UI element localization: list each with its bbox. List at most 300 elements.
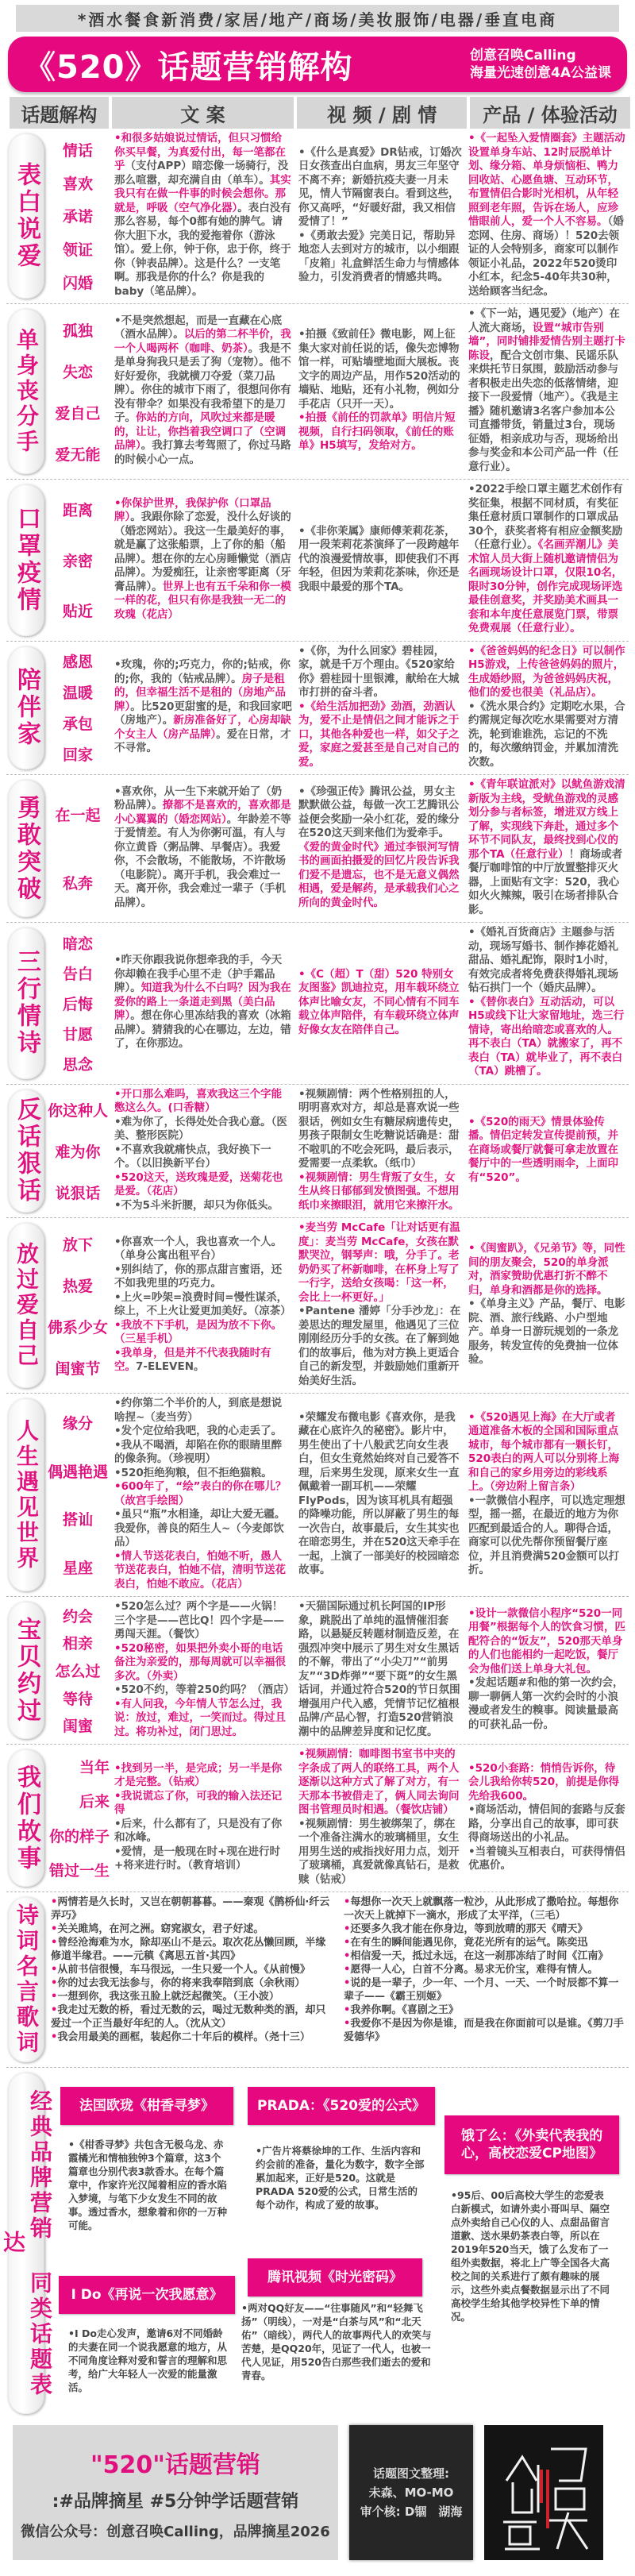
copy-cell bbox=[111, 775, 295, 922]
body-text: •喜欢你，从一生下来就开始了（奶粉品牌）。 bbox=[114, 785, 283, 812]
paragraph bbox=[468, 1845, 625, 1873]
paragraph bbox=[298, 1221, 462, 1305]
paragraph bbox=[114, 1143, 292, 1171]
banner-subtitle bbox=[470, 47, 611, 82]
topic-table bbox=[0, 129, 635, 1892]
keyword: 错过一生 bbox=[48, 1861, 110, 1880]
body-text: •虽只“瓶”水相逢，却让大爱无疆。我爱你，善良的陌生人~（今麦郎饮品） bbox=[114, 1508, 286, 1548]
highlight-text: •和很多姑娘说过情话，但只习惯给你买早餐，为真爱付出，每一笔都在乎 bbox=[114, 132, 286, 172]
paragraph bbox=[114, 954, 292, 1051]
body-text: •别纠结了，你的那点甜言蜜语，还不如我兜里的巧克力。 bbox=[114, 1263, 283, 1290]
highlight-text: •我说谎忘了你，可我的输入法还记得 bbox=[114, 1789, 283, 1816]
copy-cell bbox=[111, 642, 295, 775]
body-text: 。表白没有那么容易，每个0都有她的脾气。请你大胆下水，我的爱拖着你（游泳馆）。爱上你，钟于你，忠于你，终于你（钟表品牌）。这是什么？一支笔啊。那我是你的什么？你是我的baby（笔品牌）。 bbox=[114, 201, 291, 298]
brand-logo bbox=[484, 2425, 603, 2560]
credits-reviewers: 审个核: D锢 湖海 bbox=[360, 2505, 463, 2519]
highlight-text: •《C（超）T（甜）520 特别女友图鉴》凯迪拉克，用车载环绕立体声比喻女友，不同心情有不同车载立体声陪伴，有车载环绕立体声好像女友在陪伴自己。 bbox=[298, 967, 460, 1036]
poem-line: •愿得一人心，白首不分离。易求无价宝，难得有情人。 bbox=[344, 1964, 598, 1976]
paragraph bbox=[114, 1088, 292, 1116]
activity-cell bbox=[465, 923, 629, 1084]
highlight-text: 你站的方向，风吹过来都是暖的，让让，你挡着我空调口了（空调品牌） bbox=[114, 411, 286, 453]
poems-right-column bbox=[344, 1895, 629, 2062]
poem-line: •还要多久我才能在你身边，等到放晴的那天《晴天》 bbox=[344, 1923, 588, 1935]
keyword: 星座 bbox=[62, 1560, 93, 1578]
keyword: 约会 bbox=[62, 1607, 93, 1625]
body-text: （婚恋网、住房、商场）！520去领证的人会特别多，商家可以制作领证小礼品，2022年520烫印小红本，纪念5-40年共30种，送给顾客当纪念。 bbox=[468, 215, 624, 298]
paragraph bbox=[468, 645, 625, 700]
body-text: 。我打算去考驾照了，你过马路的时候小心一点。 bbox=[114, 439, 291, 466]
keyword-list bbox=[44, 1745, 111, 1892]
video-cell bbox=[295, 775, 465, 922]
keyword: 缘分 bbox=[62, 1414, 93, 1433]
poem-line: •两情若是久长时，又岂在朝朝暮暮。——秦观《鹊桥仙·纤云弄巧》 bbox=[51, 1896, 330, 1922]
body-text: 。年龄差不等于爱情差。有人为你粥可温，有人与你立黄昏（粥品牌、早餐店）。我爱你，不会散场，不能散场，不许散场（电影院）。离开手机，我会难过一天。离开你，我会难过一辈子（手机品牌）。 bbox=[114, 812, 291, 909]
bullet-icon: • bbox=[51, 1896, 58, 1908]
paragraph bbox=[298, 1600, 462, 1739]
paragraph bbox=[114, 1508, 292, 1550]
paragraph bbox=[468, 1242, 625, 1298]
highlight-text: •《520的雨天》情景体验传播。情侣定转发宣传提前预，并在商场或餐厅就餐可拿走放置在餐厅中的一些透明雨伞，上面印有“520”。 bbox=[468, 1115, 618, 1184]
highlight-text: •有人问我，今年情人节怎么过，我说：放过，难过，一笑而过。得过且过。将功补过，闭门思过。 bbox=[114, 1697, 286, 1738]
highlight-text: •《替你表白》互动活动，可以H5或线下让大家留地址，选三行情诗，寄出给暗恋或喜欢的人。再不表白（TA）就搬家了，再不表白（TA）就毕业了，再不表白（TA）跳槽了。 bbox=[468, 995, 625, 1078]
body-text: （支付APP）暗恋像一场骑行，没那么喧嚣，却充满自由（单车）。 bbox=[114, 160, 289, 187]
paragraph bbox=[114, 1480, 292, 1508]
case-text-oulong: •《柑香寻梦》共包含无极乌龙、赤霞橘光和情柚独钟3个篇章，这3个篇章也分别代表3款香水。在每个篇章中，作家许光汉闻着相应的香水陷入梦境，与笔下少女发生不同的故事。透过香水，想象着和你的一万种可能。 bbox=[68, 2138, 228, 2231]
activity-cell bbox=[465, 304, 629, 479]
keyword: 闺蜜 bbox=[62, 1718, 93, 1736]
paragraph bbox=[298, 328, 462, 411]
highlight-text: •《闺蜜趴》，《兄弟节》等，同性间的朋友聚会，520的单身派对，酒家赞助优惠打折不醉不归，单身和酒都是你的选择。 bbox=[468, 1242, 625, 1297]
paragraph bbox=[298, 700, 462, 770]
paragraph bbox=[298, 411, 462, 453]
paragraph bbox=[298, 1818, 462, 1888]
theme-pill: 放过爱自己 bbox=[8, 1223, 44, 1388]
bullet-icon: • bbox=[344, 2018, 351, 2030]
keyword: 思念 bbox=[62, 1055, 93, 1074]
paragraph bbox=[298, 1088, 462, 1171]
bullet-icon: • bbox=[51, 1991, 58, 2003]
topic-row bbox=[6, 1745, 629, 1892]
keyword: 爱无能 bbox=[55, 445, 101, 464]
paragraph bbox=[298, 525, 462, 595]
paragraph bbox=[114, 1236, 292, 1263]
theme-pill: 三行情诗 bbox=[8, 927, 44, 1079]
footer-credits bbox=[349, 2425, 473, 2560]
keyword: 温暖 bbox=[62, 684, 93, 703]
highlight-text: •你保护世界，我保护你（口罩品牌） bbox=[114, 496, 271, 523]
body-text: •《你，为什么回家》碧桂园，家，就是千万个理由。《520家给你》碧桂园十里银滩，献给在大城市打拼的奋斗者。 bbox=[298, 644, 460, 699]
highlight-text: •《爸爸妈妈的纪念日》可以制作H5游戏，上传爸爸妈妈的照片，生成婚纱照，为爸爸妈妈庆祝，他们的爱也很美（礼品店）。 bbox=[468, 644, 625, 699]
banner-sub-line1: 创意召唤Calling bbox=[470, 48, 576, 64]
body-text: •《下一站，遇见爱》（地产）在人流大商场， bbox=[468, 307, 620, 334]
keyword-list bbox=[44, 304, 111, 479]
paragraph bbox=[114, 497, 292, 623]
video-cell bbox=[295, 1218, 465, 1393]
credits-authors: 未森、MO-MO bbox=[368, 2485, 454, 2500]
highlight-text: 以后的第二杯半价，我一个人喝两杯（咖啡、奶茶） bbox=[114, 328, 291, 355]
body-text: 。比520更甜蜜的是，和我回家吧（房地产）。 bbox=[114, 700, 292, 727]
poem-line: •曾经沧海难为水，除却巫山不是云。取次花丛懒回顾，半缘修道半缘君。——元稹《离思五首·其四》 bbox=[51, 1937, 326, 1962]
page bbox=[0, 5, 635, 2576]
highlight-text: •520小套路：悄悄告诉你，待会儿我给你转520，前提是你得先给我600。 bbox=[468, 1761, 620, 1803]
paragraph bbox=[468, 1676, 625, 1732]
body-text: •拍摄《致前任》微电影，网上征集大家对前任说的话，像失恋博物馆一样，可贴墙壁地面大展板。丧文字的周边产品，用作520活动的墙贴、地贴，还有小礼物，例如分手花店（只开一天）。 bbox=[298, 328, 460, 411]
paragraph bbox=[114, 1263, 292, 1291]
activity-cell bbox=[465, 1085, 629, 1218]
keyword: 甘愿 bbox=[62, 1025, 93, 1043]
title-banner bbox=[8, 37, 627, 92]
paragraph bbox=[114, 1439, 292, 1467]
keyword-list bbox=[44, 923, 111, 1084]
video-cell bbox=[295, 1597, 465, 1744]
copy-cell bbox=[111, 480, 295, 641]
case-text-ido: •I Do走心发声，邀请6对不同婚龄的夫妻在同一个说我愿意的地方，从不同角度诠释对爱和誓言的理解和思考，给广大年轻人一次爱的能量激活。 bbox=[68, 2327, 228, 2393]
paragraph bbox=[114, 1600, 292, 1642]
bullet-icon: • bbox=[344, 1896, 351, 1908]
case-text-tencent: •两对QQ好友——“往事随风”和“轻舞飞扬”（明线），一对是“白茶与风”和“北天佑”（暗线），两代人的故事两代人的欢笑与苦楚，是QQ20年，见证了一代人，也被一代人见证，用520告白那些我们逝去的爱和青春。 bbox=[241, 2302, 432, 2381]
keyword: 难为你 bbox=[55, 1143, 101, 1161]
theme-pill: 诗词名言歌词 bbox=[8, 1897, 44, 2062]
paragraph bbox=[298, 146, 462, 229]
keyword: 孤独 bbox=[62, 322, 93, 340]
highlight-text: 《名画弄潮儿》美术馆人员大街上随机邀请情侣为名画现场设计口罩，仅限10名，限时30分钟，创作完成现场评选最佳创意奖，并奖励美术画具一套和本年度任意展览门票，带票免费观展（任意行业）。 bbox=[468, 538, 623, 634]
video-cell bbox=[295, 1394, 465, 1596]
topic-row bbox=[6, 129, 629, 304]
column-header-activity: 产品 / 体验活动 bbox=[470, 97, 630, 129]
paragraph bbox=[468, 483, 625, 636]
theme-pill: 勇敢突破 bbox=[8, 780, 44, 917]
keyword-list bbox=[44, 1597, 111, 1744]
case-title-tencent: 腾讯视频《时光密码》 bbox=[248, 2258, 422, 2296]
highlight-text: 世界上也有五千朵和你一模一样的花，但只有你是我独一无二的玫瑰（花店） bbox=[114, 580, 291, 621]
body-text: •商场活动，情侣间的套路与反套路，分享出自己的故事，即可获得商场送出的小礼品。 bbox=[468, 1803, 625, 1844]
paragraph bbox=[114, 1467, 292, 1481]
poem-line: •关关雎鸠，在河之洲。窈窕淑女，君子好逑。 bbox=[51, 1923, 264, 1935]
body-text: •《勇敢去爱》完美日记，帮助异地恋人去到对方的城市，以小细跟「皮箱」礼盒鲜活生命力与情感体验力，引发消费者的情感共鸣。 bbox=[298, 229, 460, 283]
poem-line: •相信爱一天，抵过永远，在这一刹那冻结了时间《江南》 bbox=[344, 1950, 609, 1962]
activity-cell bbox=[465, 480, 629, 641]
bullet-icon: • bbox=[344, 1937, 351, 1949]
body-text: •《非你茉属》康师傅茉莉花茶，用一段茉莉花茶演绎了一段跨越年代的浪漫爱情故事，即使我们不再年轻，但因为茉莉花茶味，你还是我眼中最爱的那个TA。 bbox=[298, 524, 460, 593]
bullet-icon: • bbox=[344, 1923, 351, 1935]
keyword: 感恩 bbox=[62, 654, 93, 672]
body-text: •上火=吵架=浪费时间=慢性谋杀，综上，不上火让爱更加美好。（凉茶） bbox=[114, 1290, 291, 1317]
bullet-icon: • bbox=[344, 2004, 351, 2016]
paragraph bbox=[114, 314, 292, 468]
body-text: •当着镜头互相表白，可获得情侣优惠价。 bbox=[468, 1845, 625, 1872]
credits-label: 话题图文整理: bbox=[373, 2466, 449, 2481]
topic-row bbox=[6, 1394, 629, 1597]
activity-cell bbox=[465, 1394, 629, 1596]
theme-pill: 宝贝约过 bbox=[8, 1602, 44, 1739]
highlight-text: •视频剧情：咖啡图书室书中夹的字条成了两人的联络工具，两个人逐渐以这种方式了解了对方，有一天那本书被借走了，俩人同去询问图书管理员时相遇。（餐饮店铺） bbox=[298, 1748, 460, 1816]
keyword: 失恋 bbox=[62, 363, 93, 381]
paragraph bbox=[298, 1748, 462, 1818]
poem-line: •从前书信很慢，车马很远，一生只爱一个人。《从前慢》 bbox=[51, 1964, 310, 1976]
body-text: •玫瑰，你的;巧克力，你的;钻戒，你的;你，我的（钻戒品牌）。 bbox=[114, 658, 291, 685]
body-text: •《珍强正传》腾讯公益，男女主默默做公益，每做一次工艺腾讯公益便会奖励一朵小红花，爱的缘分在520这天到来他们为爱牵手。 bbox=[298, 785, 460, 840]
keyword: 情话 bbox=[62, 142, 93, 160]
paragraph bbox=[298, 1411, 462, 1578]
footer-hashtags: :#品牌摘星 #5分钟学话题营销 bbox=[52, 2491, 299, 2512]
theme-pill: 陪伴家 bbox=[8, 646, 44, 770]
paragraph bbox=[468, 1298, 625, 1367]
highlight-text: •开口那么难吗，喜欢我这三个字能憋这么久。(口香糖） bbox=[114, 1087, 283, 1114]
video-cell bbox=[295, 923, 465, 1084]
footer-wechat: 微信公众号：创意召唤Calling，品牌摘星2026 bbox=[21, 2523, 330, 2540]
theme-pill: 人生遇见世界 bbox=[8, 1398, 44, 1591]
keyword: 在一起 bbox=[55, 806, 101, 824]
body-text: •难为你了，长得处处合我心意。（医美、整形医院） bbox=[114, 1115, 287, 1142]
body-text: 。想在你心里冻结我的喜欢（冰箱品牌）。猜猜我的心在哪边，左边，错了，在你那边。 bbox=[114, 1009, 291, 1050]
body-text: 。爱在日常，才不寻常。 bbox=[114, 727, 291, 754]
paragraph bbox=[114, 1116, 292, 1143]
activity-cell bbox=[465, 775, 629, 922]
keyword: 后来 bbox=[79, 1793, 110, 1811]
paragraph bbox=[468, 132, 625, 299]
copy-cell bbox=[111, 1394, 295, 1596]
poem-line: •我走过无数的桥，看过无数的云，喝过无数种类的酒，却只爱过一个正当最好年纪的人。（沈从文） bbox=[51, 2004, 326, 2030]
highlight-text: •520秘密，如果把外卖小哥的电话备注为亲爱的，那每周就可以幸福很多次。（外卖） bbox=[114, 1641, 286, 1683]
keyword: 相亲 bbox=[62, 1635, 93, 1653]
case-title-eleme: 饿了么：《外卖代表我的心，高校恋爱CP地图》 bbox=[444, 2115, 619, 2174]
body-text: 。我跟你除了恋爱，没什么好谈的（婚恋网站）。我这一生最美好的事，就是赢了这张船票，上了你的船（船品牌）。想在你的左心房睡懒觉（酒店品牌）。为爱痴狂，让亲密零距离（牙膏品牌）。 bbox=[114, 511, 291, 593]
topic-row bbox=[6, 480, 629, 642]
poems-content bbox=[44, 1892, 629, 2067]
keyword: 搭讪 bbox=[62, 1511, 93, 1529]
paragraph bbox=[298, 785, 462, 911]
industry-bar: *酒水餐食新消费/家居/地产/商场/美妆服饰/电器/垂直电商 bbox=[16, 5, 619, 32]
paragraph bbox=[298, 229, 462, 285]
poems-left-column bbox=[51, 1895, 336, 2062]
paragraph bbox=[298, 1305, 462, 1388]
keyword: 承包 bbox=[62, 715, 93, 734]
theme-pill: 经典品牌营销 同类话题表达 bbox=[8, 2073, 44, 2414]
brand-cases bbox=[44, 2068, 629, 2417]
bullet-icon: • bbox=[344, 1950, 351, 1962]
keyword: 后悔 bbox=[62, 995, 93, 1013]
case-text-eleme: •95后、00后高校大学生的恋爱表白新模式，如请外卖小哥叫早、隔空点外卖给自己心仪的人、点甜品留言道歉、送水果奶茶表白等，所以在2019年520当天，饿了么发布了一组外卖数据，将北上广等全国各大高校之间的关系进行了颇有趣味的展示，这些外卖点餐数据显示出了不同高校学生给其他学校异性下单的情况。 bbox=[451, 2189, 610, 2323]
bullet-icon: • bbox=[51, 2031, 58, 2043]
paragraph bbox=[114, 1642, 292, 1684]
highlight-text: 新房准备好了，心房却缺个女主人（房产品牌） bbox=[114, 714, 291, 741]
highlight-text: •拍摄《前任的罚款单》明信片短视频，自行扫码领取，《前任的账单》H5填写，发给对方。 bbox=[298, 411, 456, 453]
paragraph bbox=[468, 307, 625, 474]
copy-cell bbox=[111, 1085, 295, 1218]
keyword: 私奔 bbox=[62, 875, 93, 893]
keyword: 喜欢 bbox=[62, 175, 93, 193]
theme-pill: 单身丧分手 bbox=[8, 309, 44, 474]
topic-row bbox=[6, 923, 629, 1085]
body-text: •你喜欢一个人，我也喜欢一个人。（单身公寓出租平台） bbox=[114, 1235, 283, 1262]
paragraph bbox=[298, 1171, 462, 1213]
copy-cell bbox=[111, 1218, 295, 1393]
topic-row bbox=[6, 1597, 629, 1745]
keyword: 领证 bbox=[62, 241, 93, 260]
paragraph bbox=[114, 1171, 292, 1199]
poem-line: •我养你啊。《喜剧之王》 bbox=[344, 2004, 459, 2016]
keyword: 承诺 bbox=[62, 208, 93, 226]
bottom-spacer bbox=[0, 2560, 635, 2576]
video-cell bbox=[295, 129, 465, 303]
paragraph bbox=[468, 1762, 625, 1804]
body-text: •《什么是真爱》DR钻戒，订婚次日女孩查出白血病，男友三年坚守不离不弃；新婚抗疫夫妻一月未见，情人节隔窗表白。看到这些，你又高呼，“好暖好甜，我又相信爱情了！” bbox=[298, 145, 462, 228]
keyword: 贴近 bbox=[62, 603, 93, 621]
body-text: •《洗水果合约》定期吃水果，合约需规定每次吃水果需要对方清洗，轮到谁谁洗，忘记的不洗的，每次缴纳罚金，并累加清洗次数。 bbox=[468, 700, 625, 769]
footer-summary bbox=[13, 2425, 338, 2560]
paragraph bbox=[468, 700, 625, 770]
keyword: 你这种人 bbox=[47, 1101, 108, 1120]
keyword: 佛系少女 bbox=[47, 1318, 108, 1336]
highlight-text: 其实我只有在做一件事的时候会想你。那就是，呼吸（空气净化器） bbox=[114, 173, 291, 214]
video-cell bbox=[295, 642, 465, 775]
theme-pill: 我们故事 bbox=[8, 1749, 44, 1887]
paragraph bbox=[468, 1116, 625, 1186]
highlight-text: •设计一款微信小程序“520一同用餐”根据每个人的饮食习惯，匹配符合的“饭友”，520那天单身的人们也能相约一起吃饭，餐厅会为他们送上单身大礼包。 bbox=[468, 1606, 625, 1676]
highlight-text: •《青年联谊派对》以鱿鱼游戏清新版为主线，受鱿鱼游戏的灵感划分参与者标签，增进双方线上了解，实现线下奔赴，通过多个环节不同队友，最终找到心仪的那个TA（任意行业） bbox=[468, 778, 625, 861]
activity-cell bbox=[465, 642, 629, 775]
body-text: ！商场或者餐厅咖啡馆的中厅放置整排灭火器，上面贴有文字：520，我心如火火辣辣，吸引在场者排队合影。 bbox=[468, 847, 623, 916]
paragraph bbox=[298, 968, 462, 1038]
keyword: 说狠话 bbox=[55, 1184, 101, 1202]
paragraph bbox=[468, 1803, 625, 1845]
video-cell bbox=[295, 1745, 465, 1892]
keyword-list bbox=[44, 775, 111, 922]
paragraph bbox=[468, 1607, 625, 1677]
column-header-row bbox=[10, 97, 630, 129]
poem-line: •每想你一次天上就飘落一粒沙，从此形成了撒哈拉。每想你一次天上就掉下一滴水，形成了太平洋，（三毛） bbox=[344, 1896, 619, 1922]
case-text-prada: •广告片将蔡徐坤的工作、生活内容和约会前的准备，量化为数字，数字全部累加起来，正好是520。这就是PRADA 520爱的公式，日常生活的每个动作，构成了爱的故事。 bbox=[256, 2145, 425, 2211]
body-text: 。我是不是单身狗我只是丢了狗（宠物）。他不好好爱你，我就横刀夺爱（菜刀品牌）。你住的城市下雨了，很想问你有没有带伞？如果没有我希望下的是刀子。 bbox=[114, 341, 291, 425]
theme-pill: 口罩疫情 bbox=[8, 484, 44, 636]
keyword: 爱自己 bbox=[55, 404, 101, 422]
body-text: •《婚礼百货商店》主题参与活动，现场写婚书、制作捧花婚礼甜品、婚礼配饰，限时1小时，有效完成者将免费获得婚礼现场钻石拱门一个（婚庆品牌）。 bbox=[468, 926, 618, 994]
theme-pill: 表白说爱 bbox=[8, 133, 44, 299]
body-text: •约你第二个半价的人，到底是想说啥捏~（麦当劳） bbox=[114, 1397, 283, 1424]
keyword: 怎么过 bbox=[55, 1662, 101, 1680]
copy-cell bbox=[111, 129, 295, 303]
copy-cell bbox=[111, 304, 295, 479]
brand-cases-row bbox=[0, 2068, 629, 2419]
bullet-icon: • bbox=[51, 1923, 58, 1935]
column-header-topic: 话题解构 bbox=[10, 97, 109, 129]
video-cell bbox=[295, 480, 465, 641]
activity-cell bbox=[465, 1745, 629, 1892]
activity-cell bbox=[465, 129, 629, 303]
keyword: 放下 bbox=[62, 1236, 93, 1254]
keyword: 闺蜜节 bbox=[55, 1359, 101, 1378]
body-text: •520怎么过？两个字是——火锅！三个字是——芭比Q！四个字是——勇闯天涯。（餐饮） bbox=[114, 1600, 284, 1641]
paragraph bbox=[114, 1818, 292, 1845]
banner-sub-line2: 海量光速创意4A公益课 bbox=[470, 65, 611, 81]
bullet-icon: • bbox=[344, 1977, 351, 1989]
keyword-list bbox=[44, 1394, 111, 1596]
page-title: 《520》话题营销解构 bbox=[24, 48, 353, 86]
keyword: 闪婚 bbox=[62, 274, 93, 292]
body-text: •2022手绘口罩主题艺术创作有奖征集，根据不同材质，有奖征集任意材质口罩制作的口罩成品30个，获奖者将有相应金额奖励（任意行业）。 bbox=[468, 483, 623, 551]
body-text: •520拒绝狗粮，但不拒绝猫粮。 bbox=[114, 1466, 272, 1479]
body-text: •《单身主义》产品，餐厅、电影院、酒、旅行线路、小户型地产。单身一日游玩规划的一条龙服务，转发宣传的免费抽一位体验。 bbox=[468, 1298, 625, 1367]
bullet-icon: • bbox=[51, 1977, 58, 1989]
chuangyi-zhaohuan-logo-icon bbox=[492, 2433, 595, 2552]
paragraph bbox=[114, 1550, 292, 1592]
bullet-icon: • bbox=[344, 1964, 351, 1976]
paragraph bbox=[468, 1494, 625, 1578]
paragraph bbox=[114, 1199, 292, 1213]
topic-row bbox=[6, 642, 629, 776]
highlight-text: 设置“城市告别墙”，同时铺排爱情告别主题打卡陈设 bbox=[468, 321, 625, 362]
keyword: 回家 bbox=[62, 746, 93, 765]
body-text: ，配合文创市集、民谣乐队来烘托节日氛围，鼓励活动参与者积极走出失恋的低落情绪，迎接下一段爱情（地产）。《我是主播》随机邀请3名客户参加本公司直播带货，销量过3台，现场征婚，相亲成功与否，现场给出参与奖金和本公司产品一件（任意行业）。 bbox=[468, 349, 618, 473]
paragraph bbox=[114, 1845, 292, 1873]
highlight-text: •情人节送花表白，怕她不听，愚人节送花表白，怕她不信，清明节送花表白，怕她不敢应。（花店） bbox=[114, 1549, 286, 1591]
copy-cell bbox=[111, 1745, 295, 1892]
body-text: •不喜欢我就痛快点，我好换下一个。（以旧换新平台） bbox=[114, 1143, 271, 1170]
activity-cell bbox=[465, 1597, 629, 1744]
highlight-text: •《给生活加把劲》劲酒，劲酒认为，爱不止是情侣之间才能诉之于口，其他各种爱也一样，如父子之爱，家庭之爱甚至是自己对自己的爱。 bbox=[298, 700, 460, 769]
highlight-text: •麦当劳 McCafe「让对话更有温度」：麦当劳 McCafe，女孩在默默哭泣，钢琴声：哦，分手了。老奶奶买了杯新咖啡，在杯身上写了一行字，送给女孩喝：「这一杯，会比上一杯更好。」 bbox=[298, 1221, 460, 1304]
body-text: •视频剧情：两个性格别扭的人，明明喜欢对方，却总是喜欢说一些狠话，例如女生有糖尿病遗传史，男孩子限制女生吃糖说话确是：甜不啦叽的不吃会死吗，最后表示，爱需要一点柔软。（纸巾） bbox=[298, 1087, 460, 1170]
paragraph bbox=[468, 926, 625, 996]
bullet-icon: • bbox=[51, 2004, 58, 2016]
poem-line: •说的是一辈子，少一年、一个月、一天、一个时辰都不算一辈子——《霸王别姬》 bbox=[344, 1977, 619, 2003]
paragraph bbox=[114, 1291, 292, 1319]
paragraph bbox=[114, 1762, 292, 1790]
case-title-prada: PRADA：《520爱的公式》 bbox=[248, 2087, 435, 2125]
body-text: •一款微信小程序，可以选定理想型，摇一摇，在最近的地方为你匹配到最适合的人。聊得合适，商家可以优先帮你预留餐厅座位，并且消费满520金额可以打折。 bbox=[468, 1494, 625, 1576]
keyword: 暗恋 bbox=[62, 935, 93, 953]
poem-line: •我爱你不是因为你是谁，而是我在你面前可以是谁。《剪刀手爱德华》 bbox=[344, 2018, 624, 2043]
body-text: •520不约，等着250约吗？（酒店） bbox=[114, 1683, 294, 1696]
highlight-text: •《520遇见上海》在大厅或者通道准备木板的全国和国际重点城市，每个城市都有一颗长钉，520表白的两人可以分别将上海和自己的家乡用旁边的彩线系上。（旁边附上留言条） bbox=[468, 1410, 620, 1493]
body-text: •爱情，是一般现在时+现在进行时+将来进行时。（教育培训） bbox=[114, 1845, 280, 1872]
paragraph bbox=[114, 1683, 292, 1698]
paragraph bbox=[114, 1698, 292, 1740]
case-title-oulong: 法国欧珑《柑香寻梦》 bbox=[60, 2087, 233, 2125]
highlight-text: •我放不下手机，是因为放不下你。（三星手机） bbox=[114, 1318, 283, 1345]
paragraph bbox=[114, 132, 292, 299]
paragraph bbox=[468, 996, 625, 1079]
poems-row bbox=[6, 1892, 629, 2068]
highlight-text: 《爱的黄金时代》通过李银河写情书的画面拍摄爱的回忆片段告诉我们爱不是遗忘，也不是无意义偶然相遇，爱是解药，是承载我们心之所向的黄金时代。 bbox=[298, 840, 460, 909]
highlight-text: •找到另一半，是完成；另一半是你才是完整。（钻戒） bbox=[114, 1761, 283, 1788]
keyword: 偶遇艳遇 bbox=[47, 1463, 108, 1481]
highlight-text: •《一起坠入爱情圈套》主题活动设置单身车站、12时辰脱单计划、缘分箱、单身烦恼柜、鸭力回收站、心愿鱼塘、互动环节，布置情侣合影时光相机，从年轻照到老年照，告诉在场人，应珍惜眼前人，爱一个人不容易。 bbox=[468, 132, 625, 228]
highlight-text: 房子是租的，但幸福生活不是租的（房地产品牌） bbox=[114, 672, 286, 713]
paragraph bbox=[468, 1411, 625, 1494]
topic-row bbox=[6, 1218, 629, 1394]
poem-line: •在有生的瞬间能遇见你，竟花光所有的运气。陈奕迅 bbox=[344, 1937, 588, 1949]
bullet-icon: • bbox=[51, 1937, 58, 1949]
body-text: •我从不喝酒，却陷在你的眼睛里醉的像条狗。（珍视明） bbox=[114, 1438, 283, 1465]
body-text: •天猫国际通过机长阿国的IP形象，跳脱出了单纯的温情催泪套路，以悬疑反转题材制造反差，在强烈冲突中展示了男生对女生黑话的不解，带出了“小尖刀”“前男友”“3D炸弹”“要下斑”的女生黑话词，并通过符合520的节日氛围增强用户代入感，凭情节记忆植根品牌/产品心智，打造520营销浪潮中的品牌差异度和记忆度。 bbox=[298, 1600, 460, 1738]
paragraph bbox=[114, 1790, 292, 1818]
paragraph bbox=[114, 1319, 292, 1347]
paragraph bbox=[114, 658, 292, 756]
bullet-icon: • bbox=[51, 1964, 58, 1976]
keyword-list bbox=[44, 1218, 111, 1393]
body-text: 7-ELEVEN。 bbox=[136, 1360, 205, 1373]
body-text: •发起话题#和他的第一次约会，聊一聊俩人第一次约会时的小浪漫或者发生的糗事。阅读量最高的可获礼品一份。 bbox=[468, 1676, 624, 1731]
keyword: 你的样子 bbox=[48, 1827, 110, 1845]
body-text: •不为5斗米折腰，却只为你低头。 bbox=[114, 1198, 279, 1212]
footer bbox=[13, 2425, 627, 2560]
paragraph bbox=[298, 645, 462, 700]
body-text: •荣耀发布微电影《喜欢你，是我藏在心底许久的秘密》。影片中，男生使出了十八般武艺向女生表白，但女生竟然始终对自己爱答不理，后来男生发现，原来女生一直佩戴着一副耳机——荣耀FlyPods，因为该耳机具有超强的降噪功能，所以屏蔽了男生的每一次告白，故事最后，女生其实也在暗恋男生，并在520这天牵手在一起，上演了一部美好的校园暗恋故事。 bbox=[298, 1410, 460, 1576]
column-header-copy: 文 案 bbox=[112, 97, 294, 129]
body-text: •后来，什么都有了，只是没有了你和冰峰。 bbox=[114, 1817, 283, 1844]
highlight-text: •520这天，送玫瑰是爱，送菊花也是爱。（花店） bbox=[114, 1170, 283, 1197]
